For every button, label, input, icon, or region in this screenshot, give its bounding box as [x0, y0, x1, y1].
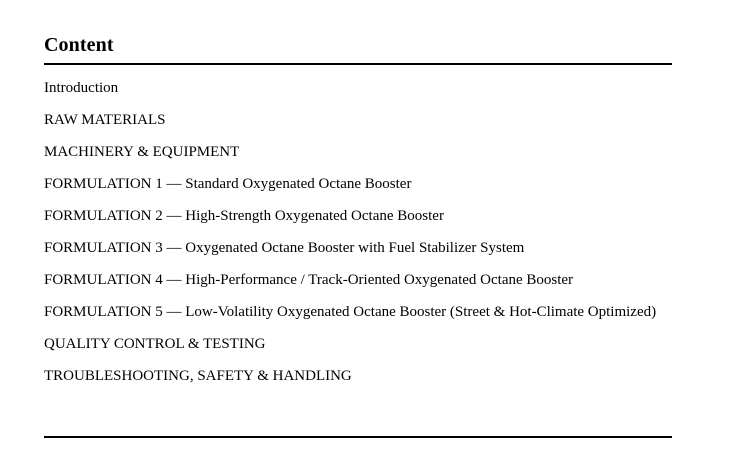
- toc-entry-label: TROUBLESHOOTING, SAFETY & HANDLING: [44, 368, 352, 384]
- toc-entry-label: FORMULATION 2 — High-Strength Oxygenated Octane Booster: [44, 208, 444, 224]
- toc-entry-label: FORMULATION 3 — Oxygenated Octane Booster with Fuel Stabilizer System: [44, 240, 525, 256]
- toc-entry-label: FORMULATION 4 — High-Performance / Track-Oriented Oxygenated Octane Booster: [44, 272, 574, 288]
- bottom-divider: [44, 436, 672, 438]
- toc-list: [44, 79, 672, 386]
- toc-entry-formulation-1[interactable]: [44, 175, 672, 194]
- toc-entry-label: FORMULATION 1 — Standard Oxygenated Octane Booster: [44, 176, 412, 192]
- toc-entry-formulation-5[interactable]: [44, 303, 672, 322]
- page-title: Content: [44, 34, 114, 56]
- toc-entry-formulation-2[interactable]: [44, 207, 672, 226]
- toc-entry-label: FORMULATION 5 — Low-Volatility Oxygenated Octane Booster (Street & Hot-Climate Optimized): [44, 304, 657, 320]
- toc-entry-introduction[interactable]: [44, 79, 672, 98]
- toc-entry-label: RAW MATERIALS: [44, 112, 166, 128]
- toc-entry-formulation-4[interactable]: [44, 271, 672, 290]
- bottom-divider-wrapper: [44, 436, 672, 438]
- toc-entry-label: Introduction: [44, 80, 119, 96]
- toc-entry-machinery-equipment[interactable]: [44, 143, 672, 162]
- table-of-contents: [44, 33, 672, 386]
- toc-entry-troubleshooting-safety-handling[interactable]: [44, 367, 672, 386]
- toc-entry-label: QUALITY CONTROL & TESTING: [44, 336, 266, 352]
- toc-entry-raw-materials[interactable]: [44, 111, 672, 130]
- title-divider: [44, 63, 672, 65]
- toc-entry-label: MACHINERY & EQUIPMENT: [44, 144, 240, 160]
- toc-entry-quality-control-testing[interactable]: [44, 335, 672, 354]
- toc-entry-formulation-3[interactable]: [44, 239, 672, 258]
